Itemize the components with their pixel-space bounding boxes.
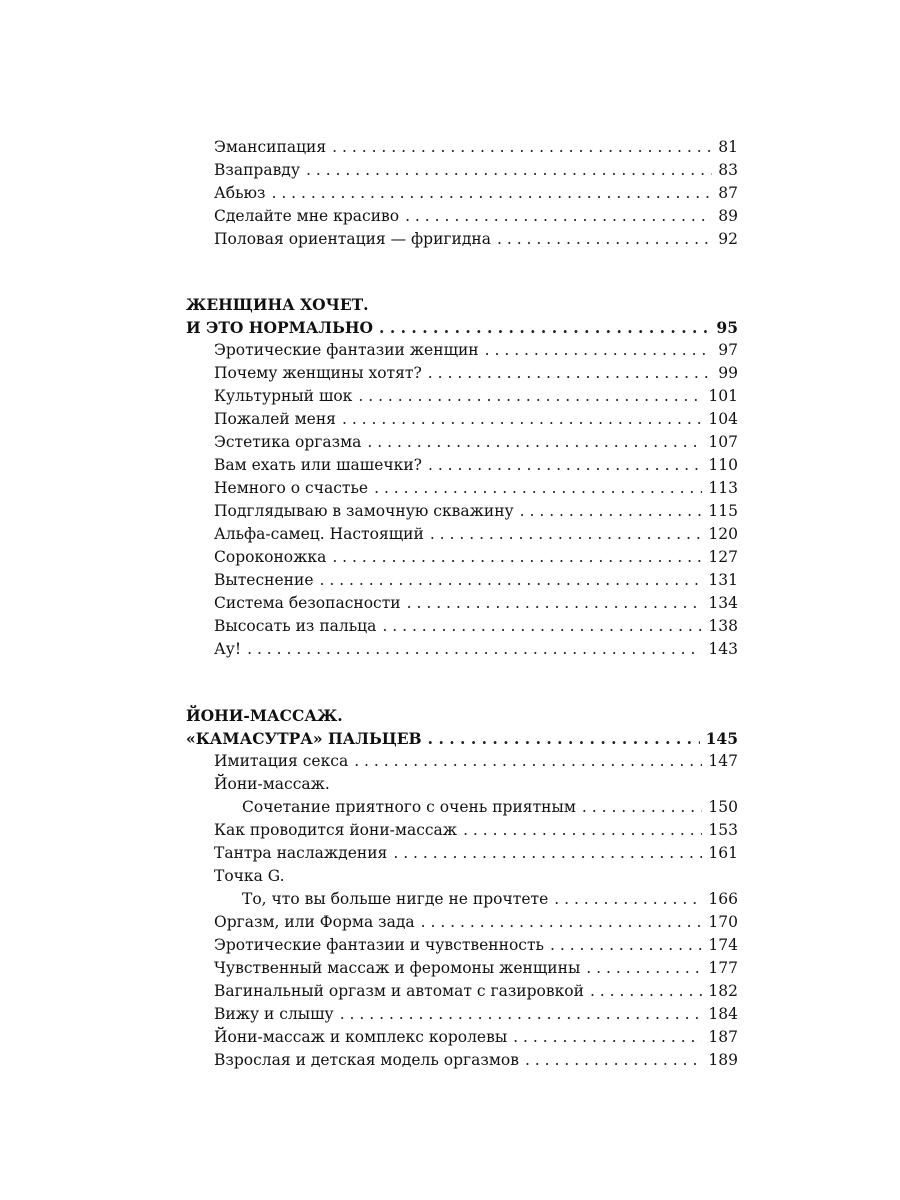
toc-entry-page: 187 — [708, 1028, 738, 1046]
table-of-contents — [186, 136, 738, 1072]
toc-entry-page: 189 — [708, 1051, 738, 1069]
toc-entry-title: Вижу и слышу — [214, 1005, 334, 1023]
toc-entry-title: Взаправду — [214, 161, 300, 179]
toc-entry — [186, 592, 738, 615]
toc-entry — [186, 136, 738, 159]
toc-entry-title: Эмансипация — [214, 138, 327, 156]
toc-entry-title: Вагинальный оргазм и автомат с газировкой — [214, 982, 584, 1000]
toc-entry — [186, 1049, 738, 1072]
toc-entry — [186, 1026, 738, 1049]
toc-entry-page: 107 — [708, 433, 738, 451]
toc-entry — [186, 431, 738, 454]
toc-entry-page: 174 — [708, 936, 738, 954]
section-heading-line — [186, 293, 738, 316]
toc-entry-title: Йони-массаж. — [214, 775, 330, 793]
dot-leader — [430, 523, 703, 546]
toc-entry-page: 110 — [708, 456, 738, 474]
toc-entry-title: Половая ориентация — фригидна — [214, 230, 491, 248]
dot-leader — [520, 500, 703, 523]
dot-leader — [271, 182, 712, 205]
toc-entry-title: Подглядываю в замочную скважину — [214, 502, 514, 520]
section-spacer — [186, 661, 738, 704]
toc-entry — [186, 408, 738, 431]
toc-entry — [186, 477, 738, 500]
toc-entry — [186, 980, 738, 1003]
toc-entry — [186, 957, 738, 980]
toc-entry-page: 115 — [708, 502, 738, 520]
toc-entry — [186, 362, 738, 385]
dot-leader — [463, 819, 702, 842]
toc-entry — [186, 842, 738, 865]
toc-entry — [186, 819, 738, 842]
toc-entry-title: Сделайте мне красиво — [214, 207, 400, 225]
toc-entry — [186, 888, 738, 911]
toc-entry-title: Точка G. — [214, 867, 285, 885]
toc-entry-title: Эротические фантазии женщин — [214, 341, 479, 359]
dot-leader — [332, 136, 712, 159]
dot-leader — [582, 796, 703, 819]
dot-leader — [513, 1026, 702, 1049]
dot-leader — [428, 727, 700, 750]
toc-entry — [186, 523, 738, 546]
section-heading-title: «КАМАСУТРА» ПАЛЬЦЕВ — [186, 729, 422, 748]
dot-leader — [382, 615, 702, 638]
toc-entry-title: Почему женщины хотят? — [214, 364, 422, 382]
toc-entry-page: 104 — [708, 410, 738, 428]
section-heading-title: ЖЕНЩИНА ХОЧЕТ. — [186, 295, 369, 314]
toc-entry-page: 113 — [708, 479, 738, 497]
dot-leader — [497, 228, 712, 251]
toc-entry-title: Имитация секса — [214, 752, 349, 770]
toc-entry-page: 101 — [708, 387, 738, 405]
toc-entry-title: Культурный шок — [214, 387, 353, 405]
toc-entry — [186, 454, 738, 477]
toc-entry-page: 99 — [718, 364, 738, 382]
section-heading-page: 95 — [716, 318, 738, 337]
toc-entry-page: 153 — [708, 821, 738, 839]
toc-entry-title: Взрослая и детская модель оргазмов — [214, 1051, 519, 1069]
toc-entry-title: Эротические фантазии и чувственность — [214, 936, 544, 954]
toc-entry-title: Абьюз — [214, 184, 266, 202]
toc-entry-title: Вам ехать или шашечки? — [214, 456, 422, 474]
toc-entry — [186, 182, 738, 205]
section-heading — [186, 316, 738, 339]
toc-entry-page: 182 — [708, 982, 738, 1000]
toc-entry — [186, 205, 738, 228]
dot-leader — [590, 980, 702, 1003]
toc-entry — [186, 911, 738, 934]
toc-entry-title: Оргазм, или Форма зада — [214, 913, 415, 931]
dot-leader — [485, 339, 713, 362]
dot-leader — [374, 477, 702, 500]
toc-entry-page: 150 — [708, 798, 738, 816]
dot-leader — [421, 911, 703, 934]
toc-entry — [186, 500, 738, 523]
dot-leader — [306, 159, 712, 182]
dot-leader — [332, 546, 702, 569]
toc-entry-page: 81 — [718, 138, 738, 156]
dot-leader — [354, 750, 702, 773]
toc-entry — [186, 750, 738, 773]
toc-entry — [186, 615, 738, 638]
toc-entry-title: То, что вы больше нигде не прочтете — [242, 890, 549, 908]
section-heading-page: 145 — [705, 729, 738, 748]
dot-leader — [379, 316, 710, 339]
toc-entry — [186, 638, 738, 661]
toc-entry — [186, 796, 738, 819]
toc-entry — [186, 385, 738, 408]
toc-entry-page: 138 — [708, 617, 738, 635]
toc-entry-title: Альфа-самец. Настоящий — [214, 525, 424, 543]
toc-entry-title: Немного о счастье — [214, 479, 369, 497]
toc-entry — [186, 159, 738, 182]
toc-entry — [186, 546, 738, 569]
dot-leader — [525, 1049, 702, 1072]
dot-leader — [342, 408, 702, 431]
toc-entry-page: 143 — [708, 640, 738, 658]
dot-leader — [407, 592, 703, 615]
toc-entry — [186, 1003, 738, 1026]
toc-entry-page: 89 — [718, 207, 738, 225]
dot-leader — [247, 638, 702, 661]
toc-entry — [186, 339, 738, 362]
dot-leader — [393, 842, 702, 865]
toc-entry-title: Система безопасности — [214, 594, 401, 612]
toc-entry-title: Эстетика оргазма — [214, 433, 362, 451]
toc-entry-page: 83 — [718, 161, 738, 179]
toc-entry-page: 134 — [708, 594, 738, 612]
toc-entry-page: 131 — [708, 571, 738, 589]
dot-leader — [550, 934, 702, 957]
toc-entry-title: Сочетание приятного с очень приятным — [242, 798, 576, 816]
toc-entry-page: 87 — [718, 184, 738, 202]
toc-entry-page: 166 — [708, 890, 738, 908]
toc-entry-title: Йони-массаж и комплекс королевы — [214, 1028, 508, 1046]
toc-entry-page: 127 — [708, 548, 738, 566]
toc-entry-title: Тантра наслаждения — [214, 844, 388, 862]
dot-leader — [586, 957, 702, 980]
toc-entry-line — [186, 773, 738, 796]
dot-leader — [320, 569, 703, 592]
toc-entry-page: 170 — [708, 913, 738, 931]
dot-leader — [367, 431, 702, 454]
dot-leader — [405, 205, 712, 228]
toc-entry-title: Сороконожка — [214, 548, 327, 566]
toc-entry-page: 161 — [708, 844, 738, 862]
toc-entry-title: Высосать из пальца — [214, 617, 377, 635]
toc-entry-page: 184 — [708, 1005, 738, 1023]
toc-entry — [186, 934, 738, 957]
section-heading-title: И ЭТО НОРМАЛЬНО — [186, 318, 374, 337]
toc-entry-page: 177 — [708, 959, 738, 977]
toc-entry-title: Ау! — [214, 640, 242, 658]
dot-leader — [340, 1003, 703, 1026]
section-heading-title: ЙОНИ-МАССАЖ. — [186, 706, 343, 725]
dot-leader — [358, 385, 702, 408]
section-spacer — [186, 251, 738, 293]
toc-entry-title: Вытеснение — [214, 571, 314, 589]
section-heading — [186, 727, 738, 750]
dot-leader — [428, 454, 702, 477]
toc-entry-line — [186, 865, 738, 888]
dot-leader — [554, 888, 702, 911]
section-heading-line — [186, 704, 738, 727]
dot-leader — [428, 362, 712, 385]
toc-entry — [186, 569, 738, 592]
toc-entry-page: 147 — [708, 752, 738, 770]
toc-entry-page: 92 — [718, 230, 738, 248]
toc-entry-title: Чувственный массаж и феромоны женщины — [214, 959, 581, 977]
toc-entry-page: 97 — [718, 341, 738, 359]
toc-entry — [186, 228, 738, 251]
toc-entry-title: Пожалей меня — [214, 410, 336, 428]
toc-entry-title: Как проводится йони-массаж — [214, 821, 458, 839]
toc-entry-page: 120 — [708, 525, 738, 543]
